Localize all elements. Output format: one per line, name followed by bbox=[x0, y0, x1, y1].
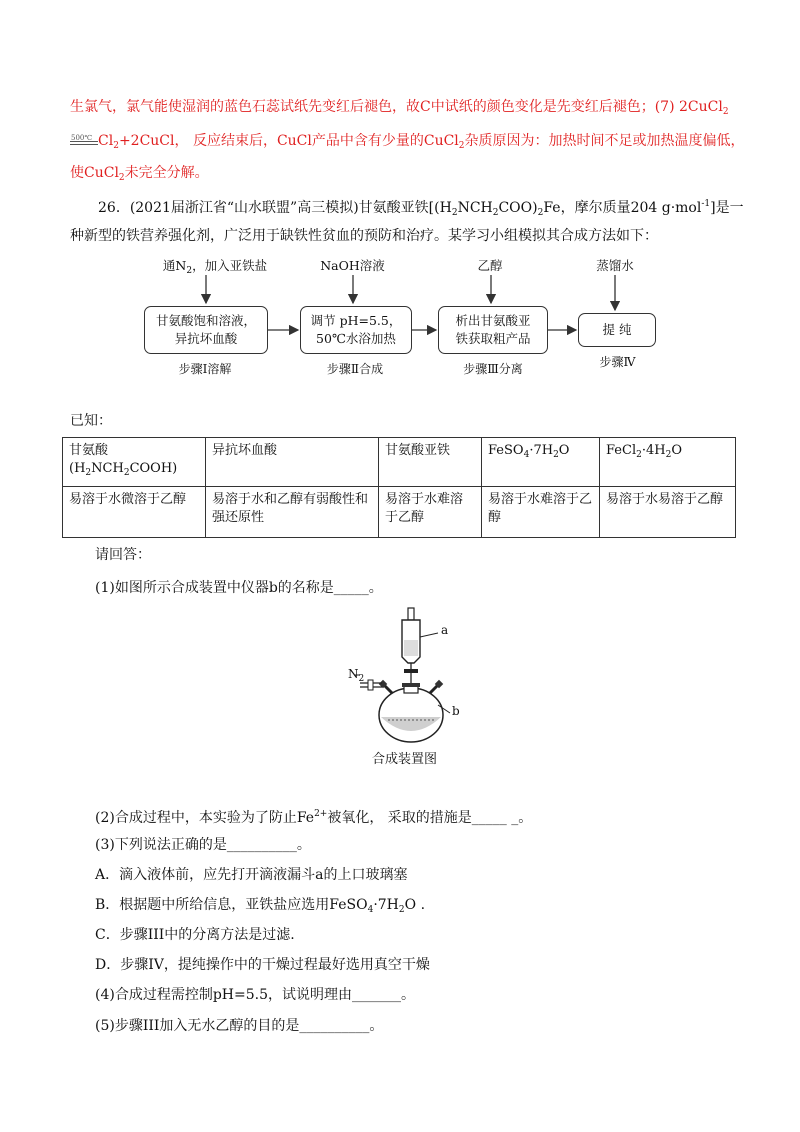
question-4: (4)合成过程需控制pH=5.5，试说明理由_______。 bbox=[95, 987, 415, 1003]
table-cell: 甘氨酸 $(H_2NCH_2COOH)$ bbox=[63, 438, 206, 487]
flow-top-label-2: NaOH溶液 bbox=[320, 258, 385, 273]
flow-top-label-3: 乙醇 bbox=[477, 258, 503, 273]
step-label-1: 步骤Ⅰ溶解 bbox=[178, 362, 232, 376]
flow-box-synthesis: 调节 pH=5.5， 50℃水浴加热 bbox=[300, 306, 412, 354]
table-cell: $FeCl_2\cdot 4H_2O$ bbox=[600, 438, 736, 487]
label-a: a bbox=[441, 623, 449, 637]
table-cell: 异抗坏血酸 bbox=[206, 438, 379, 487]
option-d: D．步骤IV，提纯操作中的干燥过程最好选用真空干燥 bbox=[95, 957, 430, 973]
known-properties-table bbox=[62, 437, 736, 538]
n2-label: $N_2$ bbox=[348, 667, 365, 684]
table-row bbox=[63, 487, 736, 538]
table-row bbox=[63, 438, 736, 487]
answer-line-3: 使CuCl$_2$未完全分解。 bbox=[70, 165, 209, 183]
table-cell: 易溶于水和乙醇有弱酸性和强还原性 bbox=[206, 487, 379, 538]
flow-box-separation: 析出甘氨酸亚 铁获取粗产品 bbox=[438, 306, 548, 354]
apparatus-caption: 合成装置图 bbox=[372, 752, 438, 767]
reaction-condition: 500℃ bbox=[70, 134, 98, 148]
answer-line-1: 生氯气，氯气能使湿润的蓝色石蕊试纸先变红后褪色，故C中试纸的颜色变化是先变红后褪色；(7) 2CuCl$_2$ bbox=[70, 99, 729, 117]
table-cell: $FeSO_4\cdot 7H_2O$ bbox=[482, 438, 600, 487]
flow-top-label-1: 通$N_2$，加入亚铁盐 bbox=[162, 258, 268, 276]
answer-line-2: 500℃ $Cl_2+2CuCl$， 反应结束后，CuCl产品中含有少量的CuCl$_2$杂质原因为：加热时间不足或加热温度偏低， bbox=[71, 133, 745, 151]
label-b: b bbox=[452, 704, 460, 718]
question-intro-2: 种新型的铁营养强化剂，广泛用于缺铁性贫血的预防和治疗。某学习小组模拟其合成方法如下： bbox=[70, 228, 658, 244]
step-label-2: 步骤Ⅱ合成 bbox=[326, 362, 384, 376]
question-1: (1)如图所示合成装置中仪器b的名称是_____。 bbox=[95, 580, 383, 596]
step-label-3: 步骤Ⅲ分离 bbox=[463, 362, 523, 376]
step-label-4: 步骤Ⅳ bbox=[599, 355, 636, 369]
table-cell: 易溶于水难溶于乙醇 bbox=[482, 487, 600, 538]
known-label: 已知： bbox=[70, 413, 112, 429]
flow-top-label-4: 蒸馏水 bbox=[596, 258, 634, 273]
question-3: (3)下列说法正确的是__________。 bbox=[95, 837, 311, 853]
table-cell: 易溶于水难溶于乙醇 bbox=[379, 487, 482, 538]
table-cell: 易溶于水微溶于乙醇 bbox=[63, 487, 206, 538]
question-2: (2)合成过程中，本实验为了防止$Fe^{2+}$被氧化， 采取的措施是_____ _。 bbox=[95, 809, 533, 826]
question-5: (5)步骤III加入无水乙醇的目的是__________。 bbox=[95, 1018, 384, 1034]
table-cell: 易溶于水易溶于乙醇 bbox=[600, 487, 736, 538]
answer-text: 生氯气，氯气能使湿润的蓝色石蕊试纸先变红后褪色，故C中试纸的颜色变化是先变红后褪色；(7) 2CuCl bbox=[70, 99, 723, 115]
table-cell: 甘氨酸亚铁 bbox=[379, 438, 482, 487]
option-a: A．滴入液体前，应先打开滴液漏斗a的上口玻璃塞 bbox=[95, 867, 408, 883]
flow-box-purify: 提 纯 bbox=[578, 313, 656, 347]
prompt-text: 请回答： bbox=[95, 547, 151, 563]
option-c: C．步骤III中的分离方法是过滤. bbox=[95, 927, 295, 943]
option-b: B．根据题中所给信息，亚铁盐应选用$FeSO_4\cdot 7H_2O$ . bbox=[95, 897, 426, 915]
question-intro-1: 26．(2021届浙江省“山水联盟”高三模拟)甘氨酸亚铁[$(H_2NCH_2COO)_2Fe$，摩尔质量204 g·mol$^{-1}$]是一 bbox=[98, 199, 744, 218]
flow-box-dissolve: 甘氨酸饱和溶液， 异抗坏血酸 bbox=[144, 306, 268, 354]
